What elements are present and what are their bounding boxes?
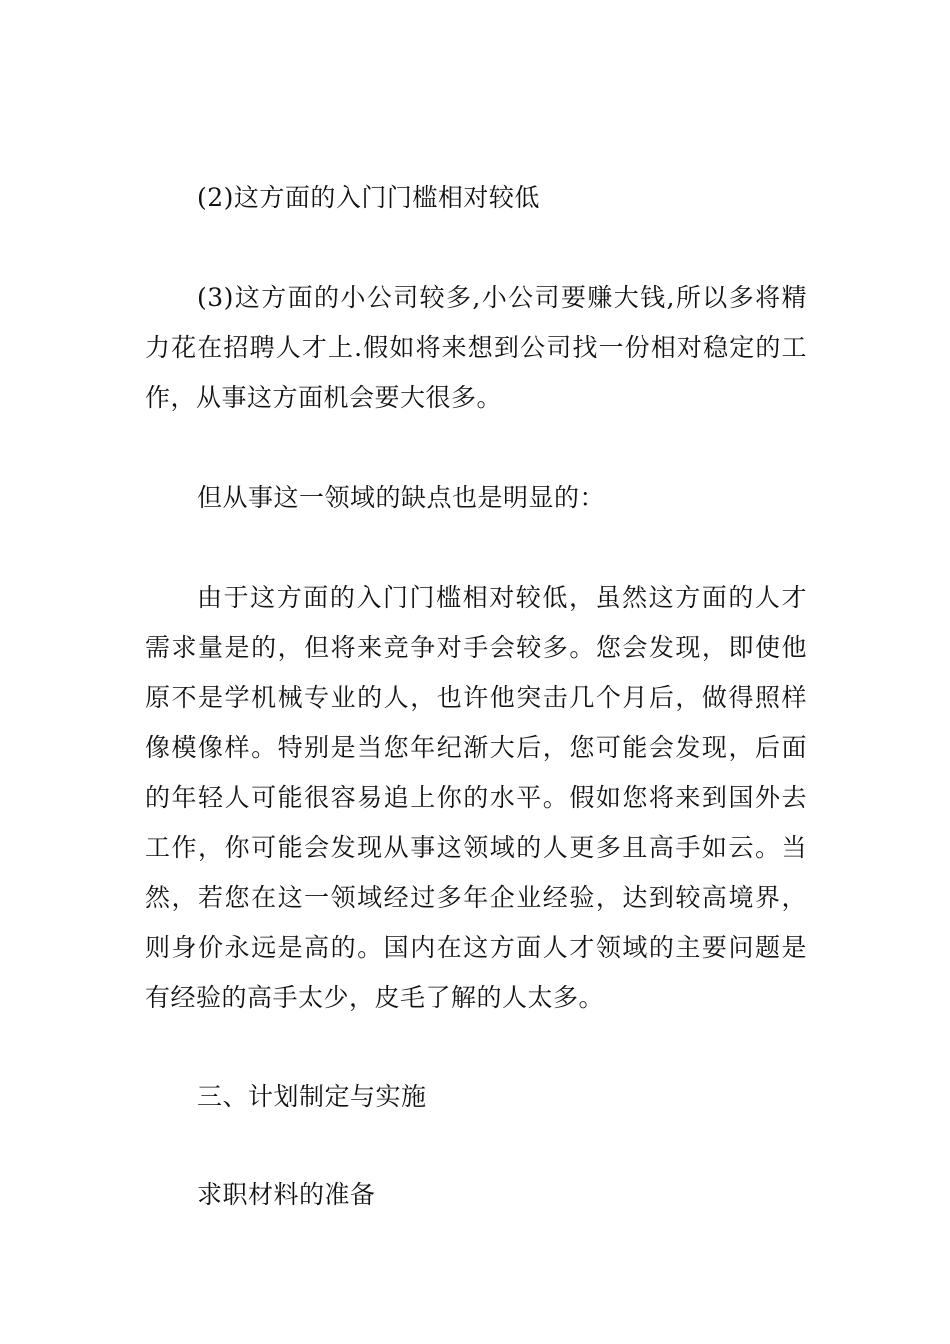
paragraph-item-2: (2)这方面的入门门槛相对较低 — [197, 183, 540, 212]
paragraph-drawbacks-detail: 由于这方面的入门门槛相对较低，虽然这方面的人才需求量是的，但将来竞争对手会较多。您会发现，即使他原不是学机械专业的人，也许他突击几个月后，做得照样像模像样。特别是当您年纪渐大后，您可能会发现，后面的年轻人可能很容易追上你的水平。假如您将来到国外去工作，你可能会发现从事这领域的人更多且高手如云。当然，若您在这一领域经过多年企业经验，达到较高境界，则身价永远是高的。国内在这方面人才领域的主要问题是有经验的高手太少，皮毛了解的人太多。 — [145, 583, 807, 1012]
paragraph-item-3: (3)这方面的小公司较多,小公司要赚大钱,所以多将精力花在招聘人才上.假如将来想到公司找一份相对稳定的工作，从事这方面机会要大很多。 — [145, 283, 807, 412]
subheading-application-materials: 求职材料的准备 — [197, 1180, 376, 1209]
paragraph-drawbacks-intro: 但从事这一领域的缺点也是明显的： — [197, 483, 606, 512]
section-heading-plan: 三、计划制定与实施 — [197, 1082, 427, 1111]
